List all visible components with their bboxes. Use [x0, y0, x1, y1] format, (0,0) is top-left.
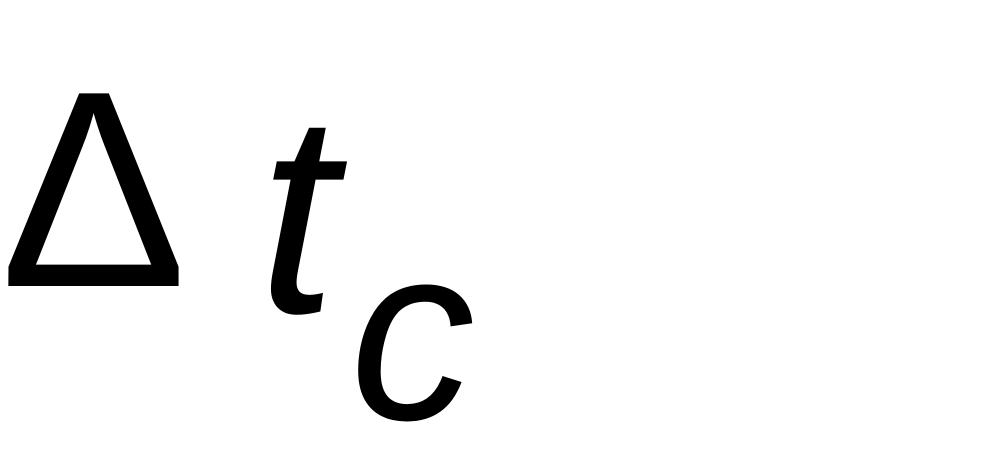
critical-subscript: c	[350, 193, 475, 472]
delta-symbol: Δ	[0, 34, 188, 346]
time-variable: t	[258, 55, 338, 373]
